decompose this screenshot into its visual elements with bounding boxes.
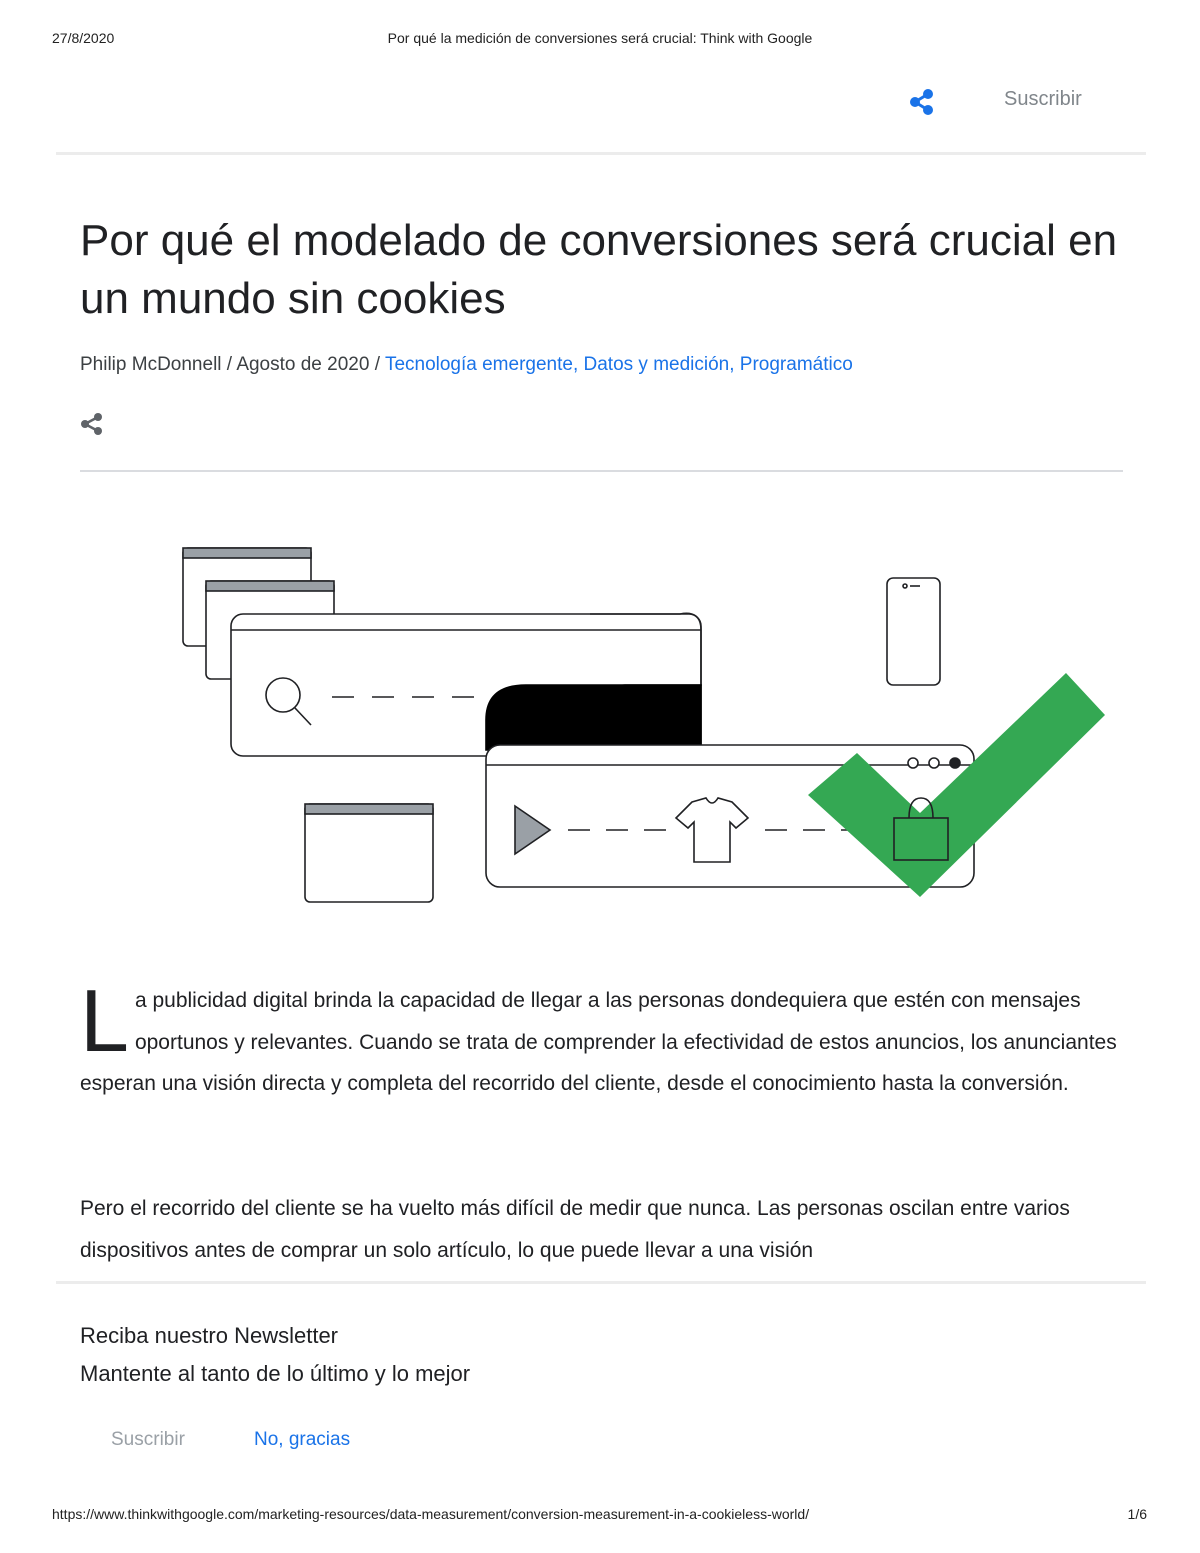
newsletter-banner <box>0 1283 1200 1483</box>
print-page-number: 1/6 <box>1127 1506 1147 1522</box>
newsletter-subtitle: Mantente al tanto de lo último y lo mejor <box>80 1361 471 1386</box>
header-subscribe-button[interactable]: Suscribir <box>1004 88 1082 110</box>
article-paragraph-1 <box>80 971 1130 1105</box>
header-divider <box>56 152 1146 155</box>
article-date: Agosto de 2020 <box>236 354 370 375</box>
print-url: https://www.thinkwithgoogle.com/marketing-resources/data-measurement/conversion-measurement-in-a-cookieless-world/ <box>52 1506 810 1522</box>
content-divider <box>80 470 1123 472</box>
print-page-title: Por qué la medición de conversiones será crucial: Think with Google <box>387 30 813 46</box>
hero-illustration-graphic <box>170 540 1120 910</box>
share-icon-graphic <box>906 86 938 118</box>
browser-window-icon <box>305 804 433 902</box>
newsletter-subscribe-button[interactable]: Suscribir <box>111 1429 185 1450</box>
paragraph-1-text: a publicidad digital brinda la capacidad de llegar a las personas dondequiera que estén con mensajes oportunos y relevantes. Cuando se trata de comprender la efectividad de estos anuncios, los anunciantes esperan una visión directa y completa del recorrido del cliente, desde el conocimiento hasta la conversión. <box>80 989 1117 1095</box>
article-paragraph-2: Pero el recorrido del cliente se ha vuelto más difícil de medir que nunca. Las personas oscilan entre varios dispositivos antes de comprar un solo artículo, lo que puede llevar a una visión <box>80 1197 1070 1262</box>
hero-illustration <box>170 540 1120 910</box>
article-tags-link[interactable]: Tecnología emergente, Datos y medición, Programático <box>384 354 853 375</box>
newsletter-divider <box>56 1281 1146 1284</box>
byline-separator: / <box>374 354 385 375</box>
smartphone-icon <box>887 578 940 685</box>
newsletter-title: Reciba nuestro Newsletter <box>80 1323 339 1348</box>
byline <box>80 354 853 376</box>
print-date: 27/8/2020 <box>52 30 115 46</box>
author-name: Philip McDonnell <box>80 354 222 375</box>
article-share-icon[interactable] <box>78 410 106 438</box>
article-title: Por qué el modelado de conversiones será crucial en un mundo sin cookies <box>80 216 1118 323</box>
byline-separator: / <box>226 354 237 375</box>
share-icon <box>78 410 106 438</box>
newsletter-decline-button[interactable]: No, gracias <box>254 1429 351 1450</box>
share-icon[interactable] <box>906 86 938 118</box>
drop-cap: L <box>80 971 129 1070</box>
